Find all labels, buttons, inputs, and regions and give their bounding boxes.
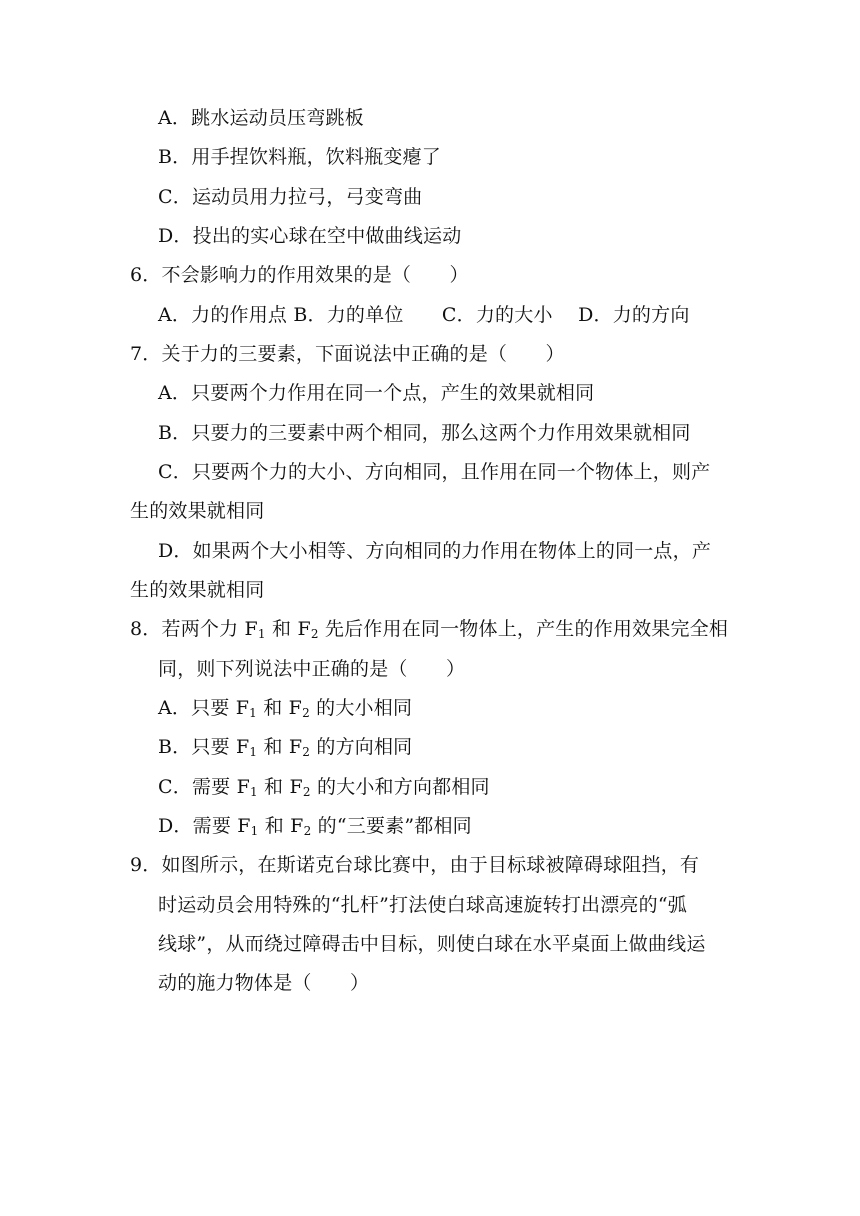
q9-stem-line1: 9．如图所示，在斯诺克台球比赛中，由于目标球被障碍球阻挡，有 [130,854,700,876]
subscript: 2 [303,824,312,838]
option-text: 的大小和方向都相同 [310,776,490,798]
q7-option-b: B．只要力的三要素中两个相同，那么这两个力作用效果就相同 [158,422,691,444]
q6-stem: 6．不会影响力的作用效果的是（ ） [130,264,469,286]
option-text: 和 F [257,736,303,758]
q8-stem-line2: 同，则下列说法中正确的是（ ） [158,658,466,680]
q8-stem-text: 先后作用在同一物体上，产生的作用效果完全相 [318,618,729,640]
q7-stem: 7．关于力的三要素，下面说法中正确的是（ ） [130,343,565,365]
q8-option-c [158,775,490,799]
q9-stem-line2: 时运动员会用特殊的“扎杆”打法使白球高速旋转打出漂亮的“弧 [158,894,687,916]
subscript: 1 [249,745,258,759]
q7-option-a: A．只要两个力作用在同一个点，产生的效果就相同 [158,382,595,404]
subscript: 2 [302,706,310,720]
q7-option-d-line1: D．如果两个大小相等、方向相同的力作用在物体上的同一点，产 [158,540,712,562]
subscript: 1 [249,706,257,720]
q8-stem-text: 和 F [265,618,311,640]
option-text: D．需要 F [158,815,251,837]
q7-option-c-line1: C．只要两个力的大小、方向相同，且作用在同一个物体上，则产 [158,461,711,483]
option-text: 的大小相同 [309,697,413,719]
subscript: 2 [302,785,311,799]
q5-option-d: D．投出的实心球在空中做曲线运动 [158,225,462,247]
q5-option-b: B．用手捏饮料瓶，饮料瓶变瘪了 [158,146,441,168]
option-text: B．只要 F [158,736,250,758]
q8-option-b [158,735,412,759]
q9-stem-line4: 动的施力物体是（ ） [158,972,370,994]
subscript: 2 [302,745,311,759]
q8-option-d [158,814,472,838]
q7-option-d-line2: 生的效果就相同 [130,579,265,601]
option-text: A．只要 F [158,697,250,719]
option-text: 和 F [258,815,304,837]
option-text: 的方向相同 [310,736,413,758]
q9-stem-line3: 线球”，从而绕过障碍击中目标，则使白球在水平桌面上做曲线运 [158,933,706,955]
q5-option-a: A．跳水运动员压弯跳板 [158,107,364,129]
subscript: 2 [310,627,319,641]
q6-options: A．力的作用点 B．力的单位 C．力的大小 D．力的方向 [158,304,690,326]
q8-option-a [158,696,412,720]
subscript: 1 [249,785,258,799]
q8-stem-line1 [130,617,728,641]
q7-option-c-line2: 生的效果就相同 [130,500,265,522]
subscript: 1 [257,627,266,641]
option-text: 和 F [257,697,303,719]
q5-option-c: C．运动员用力拉弓，弓变弯曲 [158,186,423,208]
option-text: 和 F [257,776,303,798]
q8-stem-text: 8．若两个力 F [130,618,258,640]
option-text: C．需要 F [158,776,250,798]
option-text: 的“三要素”都相同 [311,815,472,837]
subscript: 1 [250,824,259,838]
